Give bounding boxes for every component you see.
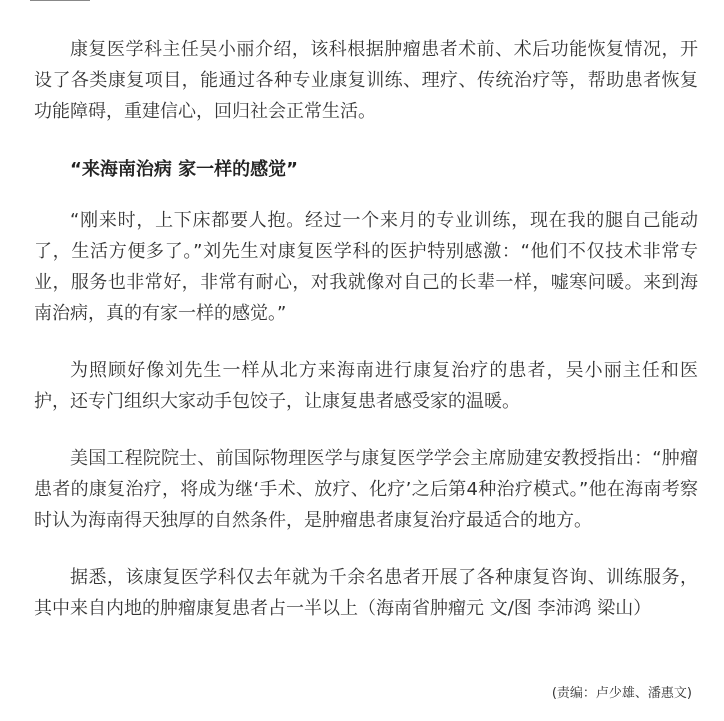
editor-credit: (责编：卢少雄、潘惠文) xyxy=(551,686,692,701)
paragraph-expert: 美国工程院院士、前国际物理医学与康复医学学会主席励建安教授指出：“肿瘤患者的康复治疗，将成为继‘手术、放疗、化疗’之后第4种治疗模式。”他在海南考察时认为海南得天独厚的自然条件，是肿瘤患者康复治疗最适合的地方。 xyxy=(34,448,698,531)
paragraph-intro: 康复医学科主任吴小丽介绍，该科根据肿瘤患者术前、术后功能恢复情况，开设了各类康复项目，能通过各种专业康复训练、理疗、传统治疗等，帮助患者恢复功能障碍，重建信心，回归社会正常生活。 xyxy=(34,39,698,122)
section-subheading: “来海南治病 家一样的感觉” xyxy=(70,159,298,180)
article-body xyxy=(34,34,698,624)
top-edge-line xyxy=(30,0,90,1)
paragraph-closing: 据悉，该康复医学科仅去年就为千余名患者开展了各种康复咨询、训练服务，其中来自内地的肿瘤康复患者占一半以上（海南省肿瘤元 文/图 李沛鸿 梁山） xyxy=(34,567,698,619)
paragraph-dumplings: 为照顾好像刘先生一样从北方来海南进行康复治疗的患者，吴小丽主任和医护，还专门组织大家动手包饺子，让康复患者感受家的温暖。 xyxy=(34,360,698,412)
paragraph-quote: “刚来时，上下床都要人抱。经过一个来月的专业训练，现在我的腿自己能动了，生活方便多了。”刘先生对康复医学科的医护特别感激：“他们不仅技术非常专业，服务也非常好，非常有耐心，对我就像对自己的长辈一样，嘘寒问暖。来到海南治病，真的有家一样的感觉。” xyxy=(34,210,698,324)
